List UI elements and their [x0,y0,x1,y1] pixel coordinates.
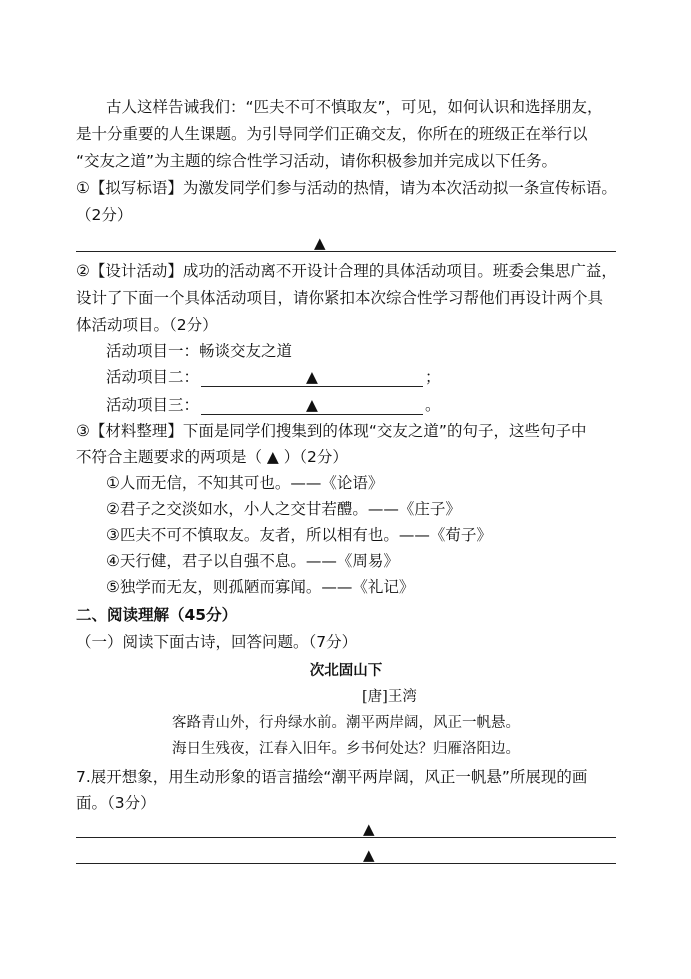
intro-line-1: 古人这样告诫我们：“匹夫不可不慎取友”，可见，如何认识和选择朋友， [106,98,603,116]
activity-item-3-label: 活动项目三： [106,396,200,414]
activity-item-1: 活动项目一：畅谈交友之道 [106,342,293,360]
activity-item-2-label: 活动项目二： [106,368,200,386]
q3-option-4: ④天行健，君子以自强不息。——《周易》 [106,552,399,570]
q3-option-5: ⑤独学而无友，则孤陋而寡闻。——《礼记》 [106,578,415,596]
q7-line-1: 7.展开想象，用生动形象的语言描绘“潮平两岸阔，风正一帆悬”所展现的画 [76,768,588,786]
activity-item-2-blank [201,368,423,387]
q2-line-2: 设计了下面一个具体活动项目，请你紧扣本次综合性学习帮他们再设计两个具 [76,289,604,307]
poem-line-1: 客路青山外，行舟绿水前。潮平两岸阔，风正一帆悬。 [172,715,520,731]
activity-item-2-marker: ▲ [306,368,318,386]
activity-item-3 [106,394,441,416]
q1-line-2: （2分） [76,206,133,224]
intro-line-3: “交友之道”为主题的综合性学习活动，请你积极参加并完成以下任务。 [76,152,558,170]
q1-answer-marker: ▲ [314,234,326,252]
q7-answer-marker-1: ▲ [363,820,375,838]
q3-option-2: ②君子之交淡如水，小人之交甘若醴。——《庄子》 [106,500,461,518]
q7-answer-line-2 [76,863,616,864]
q7-line-2: 面。（3分） [76,794,156,812]
activity-item-3-end: 。 [425,396,441,414]
q1-line-1: ①【拟写标语】为激发同学们参与活动的热情，请为本次活动拟一条宣传标语。 [76,179,617,197]
section-2-subtitle: （一）阅读下面古诗，回答问题。（7分） [76,633,358,651]
poem-line-2: 海日生残夜，江春入旧年。乡书何处达？归雁洛阳边。 [172,741,520,757]
q2-line-3: 体活动项目。（2分） [76,316,218,334]
q3-option-3: ③匹夫不可不慎取友。友者，所以相有也。——《荀子》 [106,526,492,544]
poem-author: [唐]王湾 [362,689,417,705]
q7-answer-line-1 [76,837,616,838]
q2-line-1: ②【设计活动】成功的活动离不开设计合理的具体活动项目。班委会集思广益， [76,262,617,280]
poem-title: 次北固山下 [309,662,383,679]
activity-item-2 [106,366,441,388]
activity-item-2-end: ； [425,368,441,386]
q3-option-1: ①人而无信，不知其可也。——《论语》 [106,474,384,492]
activity-item-3-blank [201,396,423,415]
q7-answer-marker-2: ▲ [363,846,375,864]
activity-item-3-marker: ▲ [306,396,318,414]
q3-line-1: ③【材料整理】下面是同学们搜集到的体现“交友之道”的句子，这些句子中 [76,422,587,440]
q3-line-2: 不符合主题要求的两项是（ ▲ ）（2分） [76,448,348,466]
section-2-title: 二、阅读理解（45分） [76,606,238,624]
q1-answer-line [76,251,616,252]
intro-line-2: 是十分重要的人生课题。为引导同学们正确交友，你所在的班级正在举行以 [76,125,588,143]
